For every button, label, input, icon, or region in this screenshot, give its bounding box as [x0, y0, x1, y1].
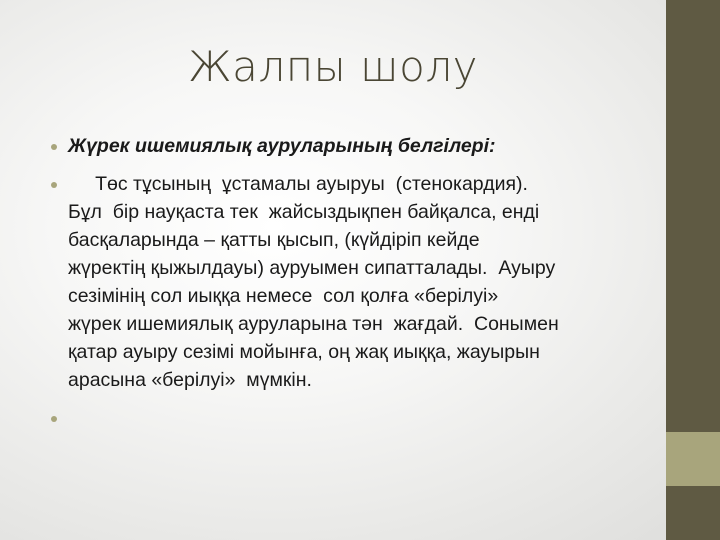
bullet-item-paragraph [46, 170, 636, 394]
bullet-list [46, 132, 636, 442]
bullet-item-empty [46, 404, 636, 432]
bullet-dot-icon [51, 182, 57, 188]
paragraph-line: жүректің қыжылдауы) ауруымен сипатталады. Ауыру [68, 257, 556, 279]
symptoms-paragraph [68, 170, 636, 394]
paragraph-line: Төс тұсының ұстамалы ауыруы (стенокардия). [68, 173, 528, 195]
paragraph-line: Бұл бір науқаста тек жайсыздықпен байқалса, енді [68, 201, 540, 223]
slide-title: Жалпы шолу [187, 42, 479, 91]
bullet-dot-icon [51, 144, 57, 150]
empty-bullet-text [68, 404, 636, 432]
paragraph-line: қатар ауыру сезімі мойынға, оң жақ иыққа, жауырын [68, 341, 540, 363]
paragraph-line: жүрек ишемиялық ауруларына тән жағдай. Сонымен [68, 313, 559, 335]
side-decor-accent [666, 432, 720, 486]
paragraph-line: арасына «берілуі» мүмкін. [68, 369, 312, 391]
bullet-item-heading [46, 132, 636, 160]
paragraph-line: басқаларында – қатты қысып, (күйдіріп кейде [68, 229, 480, 251]
symptoms-heading: Жүрек ишемиялық ауруларының белгілері: [68, 135, 496, 157]
paragraph-line: сезімінің сол иыққа немесе сол қолға «берілуі» [68, 285, 499, 307]
bullet-dot-icon [51, 416, 57, 422]
